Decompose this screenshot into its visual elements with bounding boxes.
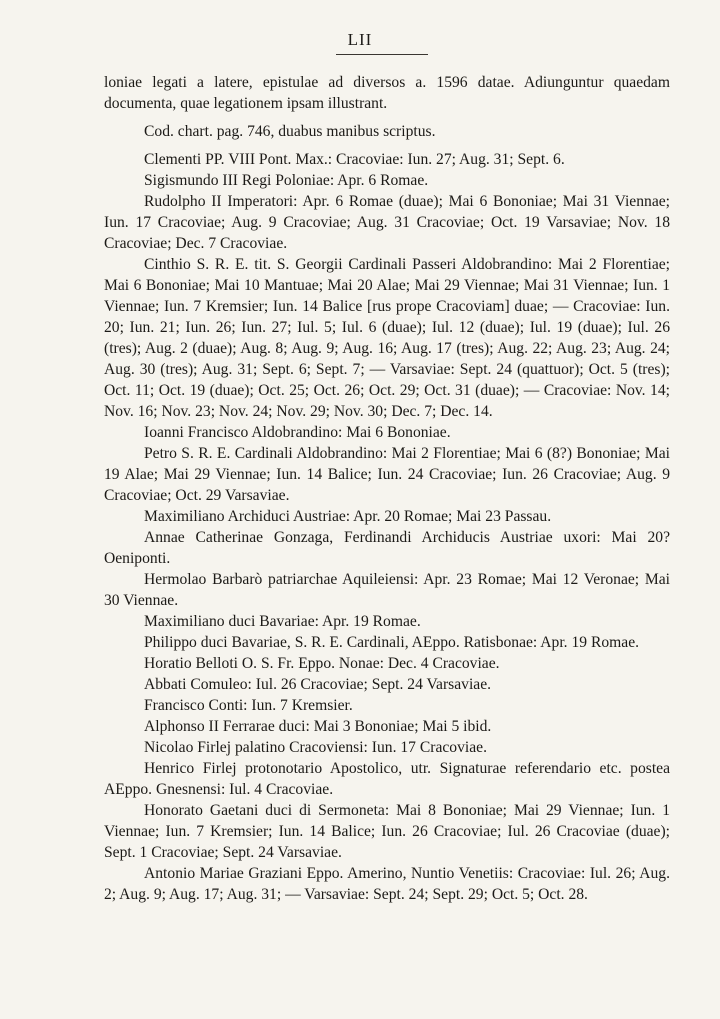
- letter-entry: Alphonso II Ferrarae duci: Mai 3 Bononiae; Mai 5 ibid.: [144, 718, 492, 735]
- letter-entry: Maximiliano duci Bavariae: Apr. 19 Romae.: [144, 613, 421, 630]
- letter-entry: Hermolao Barbarò patriarchae Aquileiensi: Apr. 23 Romae; Mai 12 Veronae; Mai 30 Viennae.: [104, 571, 670, 609]
- letter-entry: Francisco Conti: Iun. 7 Kremsier.: [144, 697, 353, 714]
- letter-entry: Abbati Comuleo: Iul. 26 Cracoviae; Sept. 24 Varsaviae.: [144, 676, 492, 693]
- letter-entry: Nicolao Firlej palatino Cracoviensi: Iun. 17 Cracoviae.: [144, 739, 487, 756]
- letter-entry: Honorato Gaetani duci di Sermoneta: Mai 8 Bononiae; Mai 29 Viennae; Iun. 1 Viennae; Iun. 7 Kremsier; Iun. 14 Balice; Iun. 26 Cracoviae; Iul. 26 Cracoviae (duae); Sept. 1 Cracoviae; Sept. 24 Varsaviae.: [104, 802, 670, 861]
- letter-entry: Annae Catherinae Gonzaga, Ferdinandi Archiducis Austriae uxori: Mai 20? Oeniponti.: [104, 529, 670, 567]
- letter-entry: Antonio Mariae Graziani Eppo. Amerino, Nuntio Venetiis: Cracoviae: Iul. 26; Aug. 2; Aug. 9; Aug. 17; Aug. 31; — Varsaviae: Sept. 24; Sept. 29; Oct. 5; Oct. 28.: [104, 865, 670, 903]
- letter-entry: Sigismundo III Regi Poloniae: Apr. 6 Romae.: [144, 172, 429, 189]
- page-number: LII: [347, 30, 373, 49]
- letter-entry: Ioanni Francisco Aldobrandino: Mai 6 Bononiae.: [144, 424, 451, 441]
- paragraph-continued: loniae legati a latere, epistulae ad diversos a. 1596 datae. Adiunguntur quaedam documenta, quae legationem ipsam illustrant.: [104, 74, 670, 112]
- letter-entry: Rudolpho II Imperatori: Apr. 6 Romae (duae); Mai 6 Bononiae; Mai 31 Viennae; Iun. 17 Cracoviae; Aug. 9 Cracoviae; Aug. 31 Cracoviae; Oct. 19 Varsaviae; Nov. 18 Cracoviae; Dec. 7 Cracoviae.: [104, 193, 670, 252]
- letter-entry: Petro S. R. E. Cardinali Aldobrandino: Mai 2 Florentiae; Mai 6 (8?) Bononiae; Mai 19 Alae; Mai 29 Viennae; Iun. 14 Balice; Iun. 24 Cracoviae; Iun. 26 Cracoviae; Aug. 9 Cracoviae; Oct. 29 Varsaviae.: [104, 445, 670, 504]
- letter-entry: Philippo duci Bavariae, S. R. E. Cardinali, AEppo. Ratisbonae: Apr. 19 Romae.: [144, 634, 640, 651]
- codex-description: Cod. chart. pag. 746, duabus manibus scriptus.: [144, 123, 436, 140]
- letter-entry: Clementi PP. VIII Pont. Max.: Cracoviae: Iun. 27; Aug. 31; Sept. 6.: [144, 151, 565, 168]
- letter-entry: Cinthio S. R. E. tit. S. Georgii Cardinali Passeri Aldobrandino: Mai 2 Florentiae; Mai 6 Bononiae; Mai 10 Mantuae; Mai 20 Alae; Mai 29 Viennae; Mai 31 Viennae; Iun. 1 Viennae; Iun. 7 Kremsier; Iun. 14 Balice [rus prope Cracoviam] duae; — Cracoviae: Iun. 20; Iun. 21; Iun. 26; Iun. 27; Iul. 5; Iul. 6 (duae); Iul. 12 (duae); Iul. 19 (duae); Iul. 26 (tres); Aug. 2 (duae); Aug. 8; Aug. 9; Aug. 16; Aug. 17 (tres); Aug. 22; Aug. 23; Aug. 24; Aug. 30 (tres); Aug. 31; Sept. 6; Sept. 7; — Varsaviae: Sept. 24 (quattuor); Oct. 5 (tres); Oct. 11; Oct. 19 (duae); Oct. 25; Oct. 26; Oct. 29; Oct. 31 (duae); — Cracoviae: Nov. 14; Nov. 16; Nov. 23; Nov. 24; Nov. 29; Nov. 30; Dec. 7; Dec. 14.: [104, 256, 670, 420]
- header-underline: [336, 54, 428, 55]
- letter-entry: Henrico Firlej protonotario Apostolico, utr. Signaturae referendario etc. postea AEppo. Gnesnensi: Iul. 4 Cracoviae.: [104, 760, 670, 798]
- body-text: [104, 72, 670, 905]
- letter-entry: Maximiliano Archiduci Austriae: Apr. 20 Romae; Mai 23 Passau.: [144, 508, 552, 525]
- letter-entry: Horatio Belloti O. S. Fr. Eppo. Nonae: Dec. 4 Cracoviae.: [144, 655, 500, 672]
